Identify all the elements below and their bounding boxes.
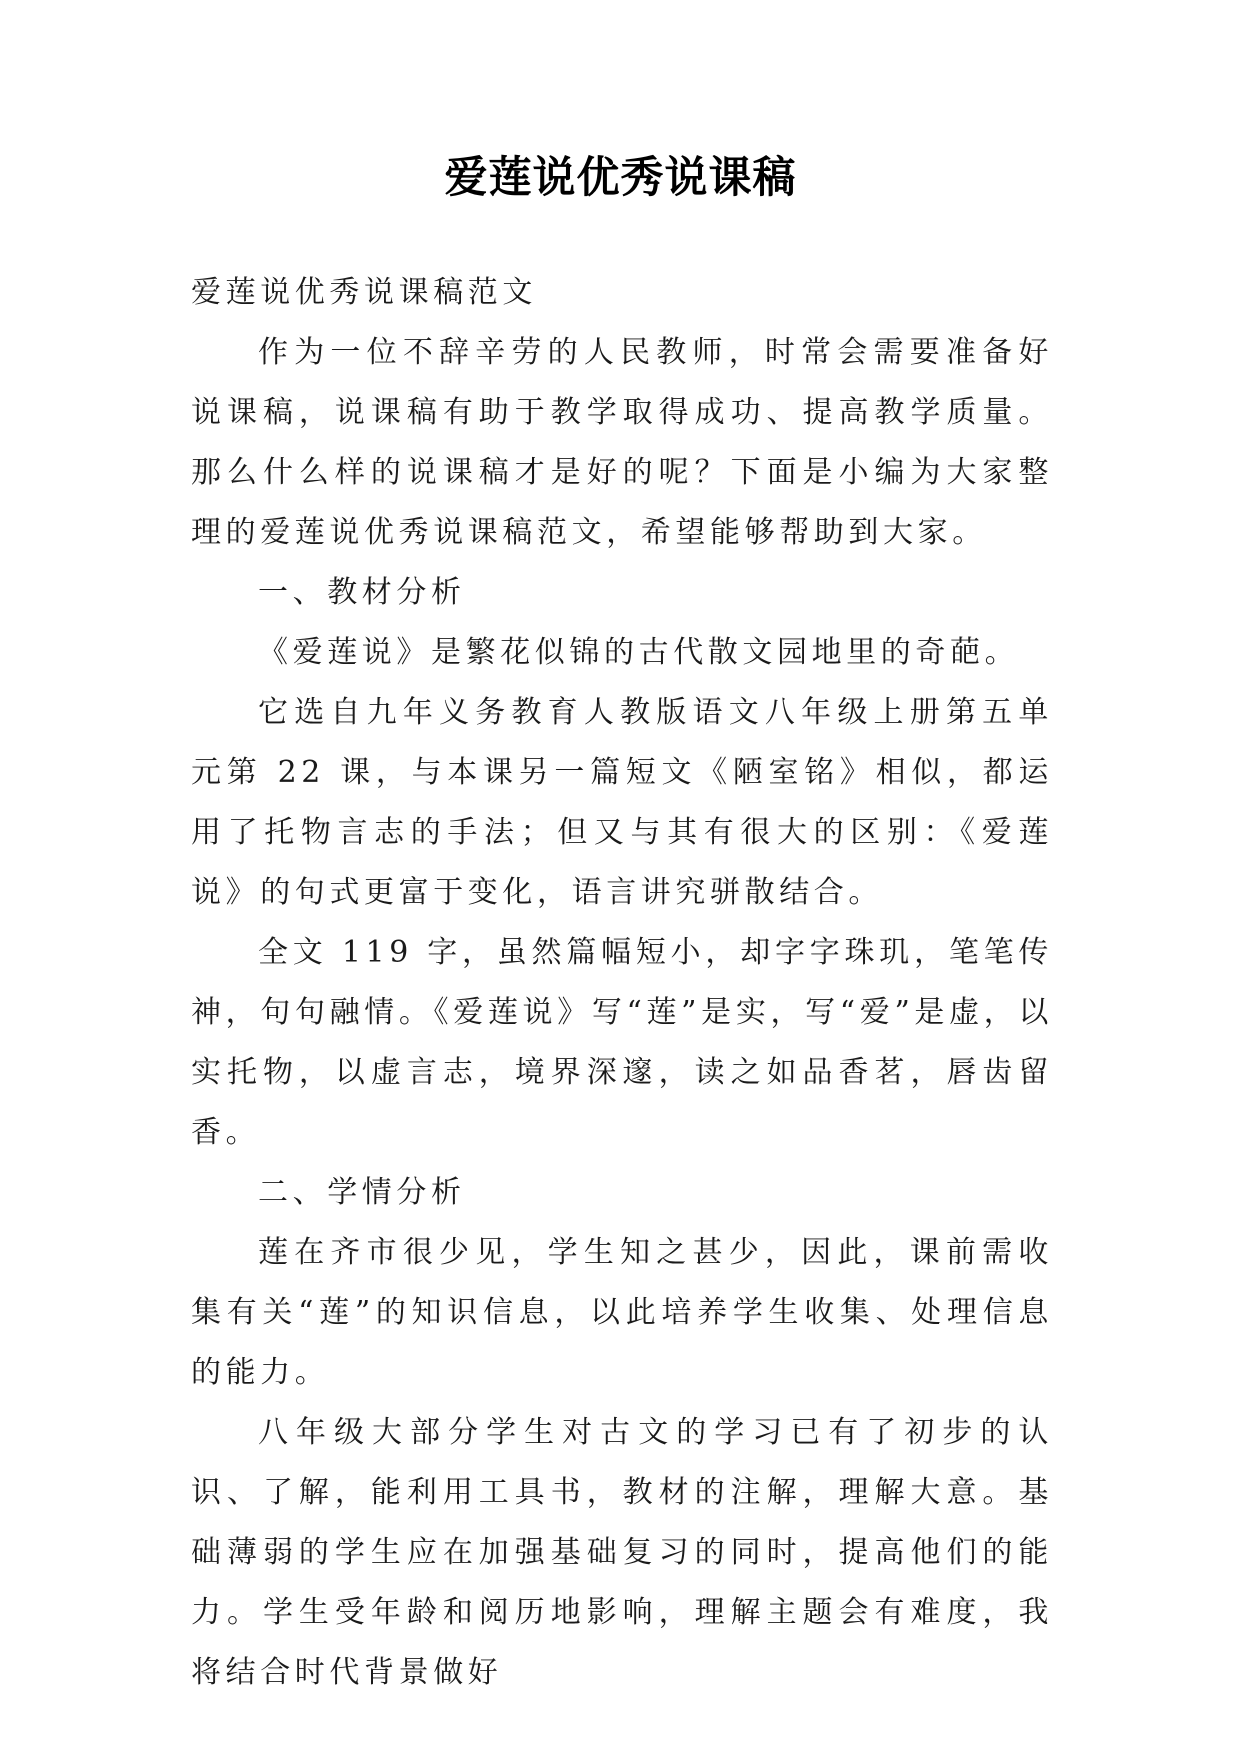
paragraph: 全文 119 字，虽然篇幅短小，却字字珠玑，笔笔传神，句句融情。《爱莲说》写“莲”是实，写“爱”是虚，以实托物，以虚言志，境界深邃，读之如品香茗，唇齿留香。 <box>191 935 1053 1150</box>
document-subtitle: 爱莲说优秀说课稿范文 <box>191 275 537 310</box>
paragraph: 莲在齐市很少见，学生知之甚少，因此，课前需收集有关“莲”的知识信息，以此培养学生收集、处理信息的能力。 <box>191 1235 1053 1390</box>
document-body-main <box>191 563 1053 1703</box>
paragraph: 它选自九年义务教育人教版语文八年级上册第五单元第 22 课，与本课另一篇短文《陋室铭》相似，都运用了托物言志的手法；但又与其有很大的区别：《爱莲说》的句式更富于变化，语言讲究骈散结合。 <box>191 695 1053 910</box>
document-title: 爱莲说优秀说课稿 <box>444 153 797 203</box>
intro-paragraph: 作为一位不辞辛劳的人民教师，时常会需要准备好说课稿，说课稿有助于教学取得成功、提高教学质量。那么什么样的说课稿才是好的呢？下面是小编为大家整理的爱莲说优秀说课稿范文，希望能够帮助到大家。 <box>191 335 1053 550</box>
section-heading-learner-analysis: 二、学情分析 <box>258 1175 466 1210</box>
document-body-top <box>191 263 1053 563</box>
paragraph: 《爱莲说》是繁花似锦的古代散文园地里的奇葩。 <box>258 635 1020 670</box>
section-heading-textbook-analysis: 一、教材分析 <box>258 575 466 610</box>
paragraph: 八年级大部分学生对古文的学习已有了初步的认识、了解，能利用工具书，教材的注解，理解大意。基础薄弱的学生应在加强基础复习的同时，提高他们的能力。学生受年龄和阅历地影响，理解主题会有难度，我将结合时代背景做好 <box>191 1415 1053 1690</box>
